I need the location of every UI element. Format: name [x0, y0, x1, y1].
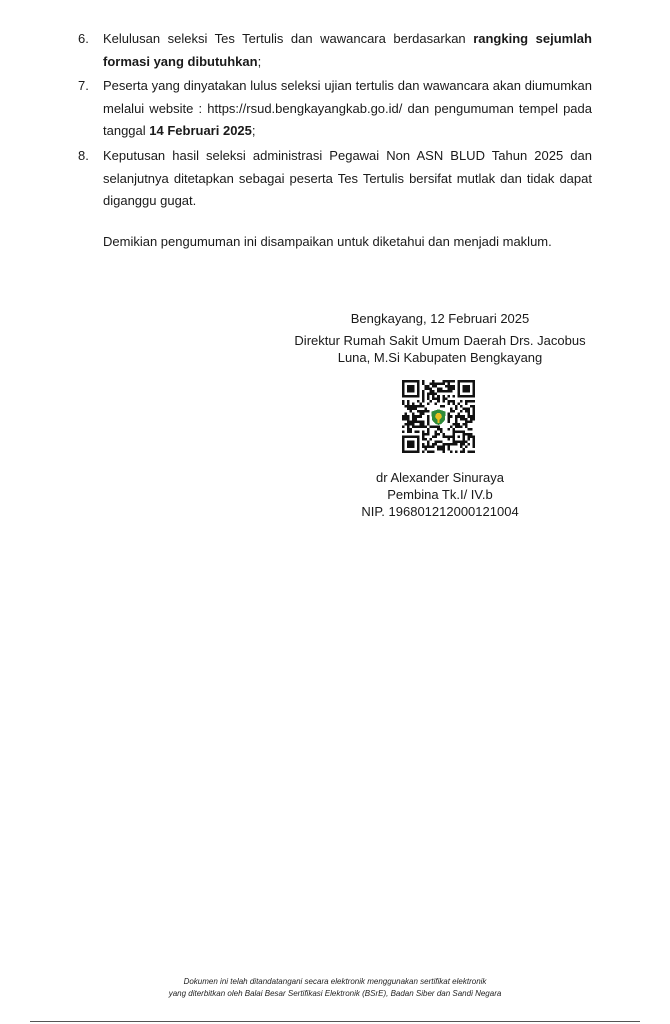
- list-text-bold: 14 Februari 2025: [149, 123, 252, 139]
- list-number: 7.: [78, 78, 89, 94]
- list-text: Keputusan hasil seleksi administrasi Pegawai Non ASN BLUD Tahun 2025 dan selanjutnya ditetapkan sebagai peserta Tes Tertulis bersifat mutlak dan tidak dapat diganggu gugat.: [103, 147, 592, 209]
- electronic-signature-footer: [0, 976, 670, 1000]
- list-number: 8.: [78, 147, 89, 163]
- numbered-list: [78, 28, 592, 215]
- signature-title-line1: Direktur Rumah Sakit Umum Daerah Drs. Jacobus: [294, 333, 586, 348]
- qr-code-icon: [402, 380, 475, 453]
- signatory-block: [270, 469, 610, 520]
- signatory-rank: Pembina Tk.I/ IV.b: [387, 487, 493, 502]
- footer-line-1: Dokumen ini telah ditandatangani secara elektronik menggunakan sertifikat elektronik: [183, 977, 487, 986]
- signatory-nip: NIP. 196801212000121004: [361, 504, 519, 519]
- signature-title-line2: Luna, M.Si Kabupaten Bengkayang: [337, 350, 543, 365]
- list-text: Kelulusan seleksi Tes Tertulis dan wawancara berdasarkan: [103, 31, 474, 46]
- list-item-7: [78, 75, 592, 143]
- list-text-end: ;: [251, 123, 256, 139]
- signature-title: [270, 332, 610, 366]
- footer-divider: [30, 1021, 640, 1022]
- signature-place-date: Bengkayang, 12 Februari 2025: [350, 311, 530, 326]
- closing-statement: Demikian pengumuman ini disampaikan untuk diketahui dan menjadi maklum.: [103, 234, 552, 249]
- signatory-name: dr Alexander Sinuraya: [376, 470, 504, 485]
- list-text: Peserta yang dinyatakan lulus seleksi ujian tertulis dan wawancara akan diumumkan melalui website : https://rsud.bengkayangkab.go.id/ dan pengumuman tempel pada tanggal: [103, 78, 592, 139]
- list-text-end: ;: [257, 53, 262, 69]
- list-number: 6.: [78, 31, 89, 46]
- list-item-8: [78, 145, 592, 213]
- footer-line-2: yang diterbitkan oleh Balai Besar Sertifikasi Elektronik (BSrE), Badan Siber dan Sandi Negara: [168, 989, 502, 998]
- regency-emblem-icon: [430, 408, 448, 426]
- list-text-bold: rangking sejumlah formasi yang dibutuhkan: [103, 31, 592, 69]
- list-item-6: [78, 28, 592, 73]
